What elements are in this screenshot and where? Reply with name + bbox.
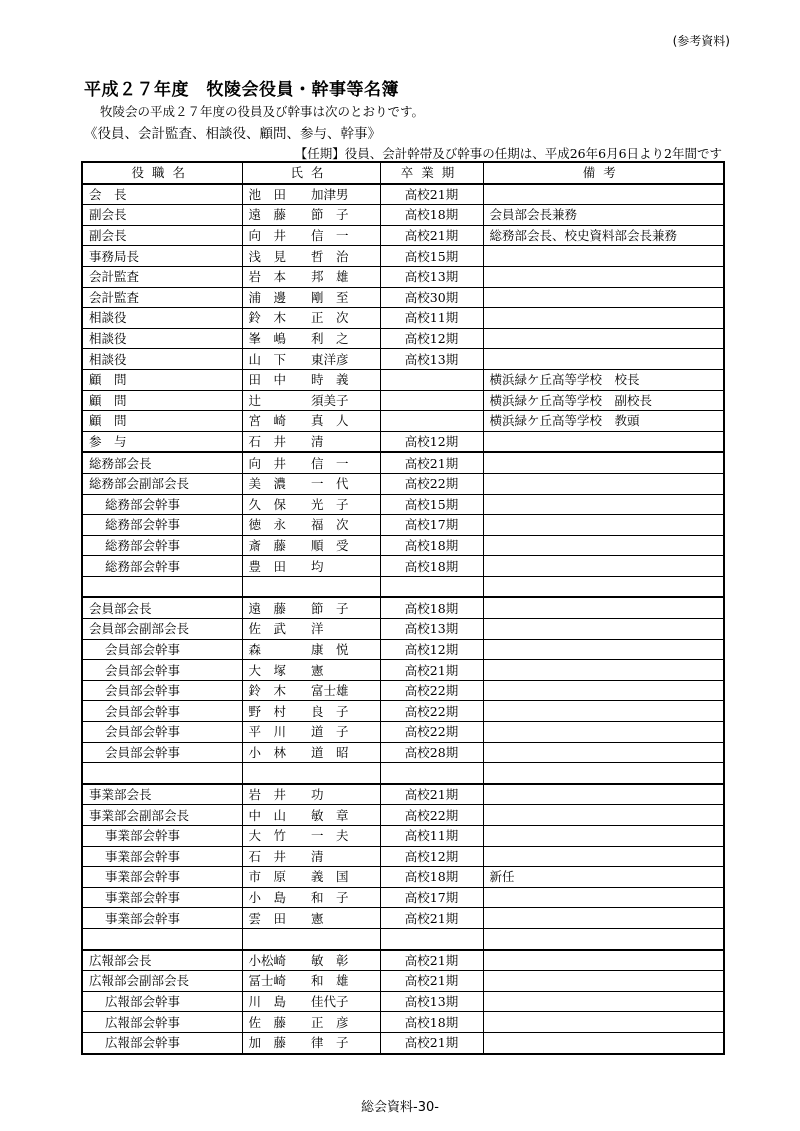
cell-role: 副会長: [82, 225, 242, 246]
cell-name: 佐 藤 正 彦: [242, 1012, 380, 1033]
cell-remarks: 横浜緑ケ丘高等学校 副校長: [483, 390, 724, 411]
cell-role: 総務部会長: [82, 452, 242, 473]
cell-graduation: 高校21期: [380, 225, 483, 246]
cell-graduation: 高校12期: [380, 328, 483, 349]
cell-remarks: 会員部会長兼務: [483, 205, 724, 226]
cell-remarks: [483, 515, 724, 536]
cell-name: 小 島 和 子: [242, 887, 380, 908]
table-row: [82, 784, 724, 805]
table-row: [82, 763, 724, 784]
cell-graduation: 高校12期: [380, 639, 483, 660]
table-row: [82, 184, 724, 205]
cell-graduation: 高校13期: [380, 349, 483, 370]
intro-text: 牧陵会の平成２７年度の役員及び幹事は次のとおりです。: [100, 104, 425, 119]
cell-name: 宮 崎 真 人: [242, 411, 380, 432]
table-row: [82, 887, 724, 908]
cell-graduation: 高校22期: [380, 701, 483, 722]
table-row: [82, 722, 724, 743]
roster-table: [81, 161, 725, 1055]
cell-remarks: [483, 742, 724, 763]
cell-role: 会員部会幹事: [82, 742, 242, 763]
cell-remarks: [483, 680, 724, 701]
table-row: [82, 619, 724, 640]
cell-name: 池 田 加津男: [242, 184, 380, 205]
cell-role: 事務局長: [82, 246, 242, 267]
table-row: [82, 680, 724, 701]
cell-graduation: 高校21期: [380, 971, 483, 992]
cell-remarks: [483, 452, 724, 473]
cell-remarks: [483, 1012, 724, 1033]
cell-graduation: 高校21期: [380, 452, 483, 473]
cell-name: 小松崎 敏 彰: [242, 950, 380, 971]
table-row: [82, 908, 724, 929]
cell-role: 総務部会幹事: [82, 556, 242, 577]
cell-graduation: 高校21期: [380, 908, 483, 929]
table-row: [82, 473, 724, 494]
cell-role: 顧 問: [82, 369, 242, 390]
cell-role: 広報部会幹事: [82, 1032, 242, 1053]
cell-name: 大 塚 憲: [242, 660, 380, 681]
table-row: [82, 266, 724, 287]
cell-remarks: [483, 1032, 724, 1053]
cell-name: 雲 田 憲: [242, 908, 380, 929]
cell-role: 総務部会幹事: [82, 515, 242, 536]
cell-role: 広報部会幹事: [82, 991, 242, 1012]
cell-remarks: [483, 473, 724, 494]
cell-graduation: 高校17期: [380, 515, 483, 536]
cell-graduation: 高校21期: [380, 1032, 483, 1053]
cell-remarks: [483, 950, 724, 971]
cell-graduation: 高校12期: [380, 431, 483, 452]
cell-name: 山 下 東洋彦: [242, 349, 380, 370]
cell-role: 事業部会幹事: [82, 908, 242, 929]
table-row: [82, 369, 724, 390]
table-row: [82, 742, 724, 763]
cell-remarks: [483, 328, 724, 349]
cell-remarks: [483, 826, 724, 847]
cell-role: 総務部会幹事: [82, 494, 242, 515]
cell-graduation: 高校15期: [380, 494, 483, 515]
header-role: 役職名: [82, 162, 242, 184]
cell-name: 遠 藤 節 子: [242, 205, 380, 226]
cell-role: 事業部会幹事: [82, 867, 242, 888]
cell-role: 事業部会幹事: [82, 887, 242, 908]
header-name: 氏名: [242, 162, 380, 184]
cell-name: 石 井 清: [242, 431, 380, 452]
cell-remarks: [483, 763, 724, 784]
cell-name: 大 竹 一 夫: [242, 826, 380, 847]
table-row: [82, 971, 724, 992]
table-row: [82, 867, 724, 888]
cell-graduation: 高校21期: [380, 660, 483, 681]
cell-role: 広報部会副部会長: [82, 971, 242, 992]
cell-graduation: 高校30期: [380, 287, 483, 308]
cell-name: 豊 田 均: [242, 556, 380, 577]
table-row: [82, 660, 724, 681]
cell-role: 参 与: [82, 431, 242, 452]
cell-remarks: [483, 576, 724, 597]
cell-role: 広報部会幹事: [82, 1012, 242, 1033]
cell-name: 鈴 木 正 次: [242, 308, 380, 329]
table-row: [82, 805, 724, 826]
cell-name: 遠 藤 節 子: [242, 597, 380, 618]
cell-graduation: 高校13期: [380, 619, 483, 640]
cell-name: 加 藤 律 子: [242, 1032, 380, 1053]
cell-graduation: [380, 763, 483, 784]
cell-name: 美 濃 一 代: [242, 473, 380, 494]
cell-graduation: 高校11期: [380, 308, 483, 329]
cell-remarks: [483, 349, 724, 370]
cell-remarks: [483, 308, 724, 329]
cell-remarks: [483, 846, 724, 867]
table-row: [82, 328, 724, 349]
cell-remarks: [483, 701, 724, 722]
cell-name: 徳 永 福 次: [242, 515, 380, 536]
table-row: [82, 950, 724, 971]
cell-role: 相談役: [82, 349, 242, 370]
cell-remarks: [483, 184, 724, 205]
table-row: [82, 411, 724, 432]
cell-name: 平 川 道 子: [242, 722, 380, 743]
table-row: [82, 826, 724, 847]
cell-remarks: [483, 660, 724, 681]
cell-role: 総務部会幹事: [82, 535, 242, 556]
table-row: [82, 701, 724, 722]
table-row: [82, 390, 724, 411]
cell-role: 副会長: [82, 205, 242, 226]
cell-remarks: [483, 908, 724, 929]
cell-graduation: [380, 411, 483, 432]
cell-graduation: [380, 928, 483, 949]
cell-name: 石 井 清: [242, 846, 380, 867]
cell-name: 小 林 道 昭: [242, 742, 380, 763]
cell-remarks: [483, 431, 724, 452]
page-title: 平成２７年度 牧陵会役員・幹事等名簿: [84, 80, 399, 100]
cell-role: 事業部会幹事: [82, 826, 242, 847]
cell-role: 相談役: [82, 308, 242, 329]
cell-remarks: [483, 535, 724, 556]
cell-name: 久 保 光 子: [242, 494, 380, 515]
cell-role: 事業部会長: [82, 784, 242, 805]
cell-name: [242, 928, 380, 949]
cell-remarks: [483, 991, 724, 1012]
cell-role: 会員部会副部会長: [82, 619, 242, 640]
table-row: [82, 515, 724, 536]
cell-graduation: 高校18期: [380, 556, 483, 577]
table-row: [82, 846, 724, 867]
page-footer: 総会資料-30-: [361, 1100, 439, 1115]
cell-role: 会員部会幹事: [82, 722, 242, 743]
cell-remarks: [483, 928, 724, 949]
table-row: [82, 556, 724, 577]
cell-remarks: [483, 619, 724, 640]
table-row: [82, 1012, 724, 1033]
table-row: [82, 431, 724, 452]
term-note: 【任期】役員、会計幹帯及び幹事の任期は、平成26年6月6日より2年間です: [294, 146, 722, 161]
table-row: [82, 452, 724, 473]
table-row: [82, 225, 724, 246]
cell-graduation: 高校21期: [380, 950, 483, 971]
cell-graduation: [380, 369, 483, 390]
cell-role: 会計監査: [82, 287, 242, 308]
table-row: [82, 576, 724, 597]
cell-graduation: 高校18期: [380, 1012, 483, 1033]
cell-graduation: 高校13期: [380, 991, 483, 1012]
header-graduation: 卒業期: [380, 162, 483, 184]
cell-name: 野 村 良 子: [242, 701, 380, 722]
cell-graduation: [380, 390, 483, 411]
table-row: [82, 597, 724, 618]
cell-graduation: 高校18期: [380, 597, 483, 618]
cell-graduation: 高校18期: [380, 867, 483, 888]
cell-name: 斎 藤 順 受: [242, 535, 380, 556]
cell-name: 田 中 時 義: [242, 369, 380, 390]
cell-remarks: [483, 784, 724, 805]
cell-name: 浅 見 哲 治: [242, 246, 380, 267]
table-header-row: [82, 162, 724, 184]
cell-remarks: [483, 556, 724, 577]
cell-graduation: 高校22期: [380, 680, 483, 701]
table-row: [82, 928, 724, 949]
cell-name: 岩 本 邦 雄: [242, 266, 380, 287]
reference-label: (参考資料): [672, 34, 730, 48]
table-row: [82, 991, 724, 1012]
table-row: [82, 205, 724, 226]
cell-graduation: 高校18期: [380, 535, 483, 556]
header-remarks: 備考: [483, 162, 724, 184]
cell-remarks: [483, 805, 724, 826]
cell-graduation: 高校12期: [380, 846, 483, 867]
cell-name: 市 原 義 国: [242, 867, 380, 888]
cell-graduation: 高校18期: [380, 205, 483, 226]
cell-name: 峯 嶋 利 之: [242, 328, 380, 349]
cell-remarks: [483, 246, 724, 267]
cell-graduation: 高校28期: [380, 742, 483, 763]
cell-role: 会員部会幹事: [82, 701, 242, 722]
cell-role: 相談役: [82, 328, 242, 349]
cell-name: 向 井 信 一: [242, 452, 380, 473]
cell-role: 会員部会幹事: [82, 660, 242, 681]
cell-name: 川 島 佳代子: [242, 991, 380, 1012]
table-row: [82, 535, 724, 556]
cell-role: 会員部会幹事: [82, 680, 242, 701]
table-row: [82, 287, 724, 308]
cell-name: 冨士崎 和 雄: [242, 971, 380, 992]
cell-role: [82, 928, 242, 949]
cell-name: [242, 576, 380, 597]
cell-graduation: 高校15期: [380, 246, 483, 267]
cell-remarks: [483, 494, 724, 515]
cell-role: 顧 問: [82, 411, 242, 432]
cell-role: 会 長: [82, 184, 242, 205]
cell-graduation: 高校22期: [380, 473, 483, 494]
cell-role: 会計監査: [82, 266, 242, 287]
cell-name: 森 康 悦: [242, 639, 380, 660]
table-row: [82, 1032, 724, 1053]
cell-remarks: 横浜緑ケ丘高等学校 教頭: [483, 411, 724, 432]
cell-role: 事業部会幹事: [82, 846, 242, 867]
cell-graduation: 高校17期: [380, 887, 483, 908]
cell-remarks: [483, 971, 724, 992]
roster-body: [82, 184, 724, 1054]
cell-role: 会員部会長: [82, 597, 242, 618]
cell-name: 向 井 信 一: [242, 225, 380, 246]
cell-role: 顧 問: [82, 390, 242, 411]
cell-role: 事業部会副部会長: [82, 805, 242, 826]
cell-remarks: [483, 597, 724, 618]
cell-name: 佐 武 洋: [242, 619, 380, 640]
table-row: [82, 308, 724, 329]
cell-role: 会員部会幹事: [82, 639, 242, 660]
cell-remarks: 新任: [483, 867, 724, 888]
cell-name: 鈴 木 富士雄: [242, 680, 380, 701]
cell-name: 岩 井 功: [242, 784, 380, 805]
cell-remarks: [483, 722, 724, 743]
cell-role: [82, 576, 242, 597]
cell-name: 辻 須美子: [242, 390, 380, 411]
cell-role: 総務部会副部会長: [82, 473, 242, 494]
cell-name: 中 山 敏 章: [242, 805, 380, 826]
cell-role: 広報部会長: [82, 950, 242, 971]
cell-name: 浦 邊 剛 至: [242, 287, 380, 308]
table-row: [82, 494, 724, 515]
cell-remarks: [483, 287, 724, 308]
cell-name: [242, 763, 380, 784]
cell-remarks: [483, 266, 724, 287]
cell-role: [82, 763, 242, 784]
cell-graduation: 高校21期: [380, 184, 483, 205]
table-row: [82, 639, 724, 660]
category-list: 《役員、会計監査、相談役、顧問、参与、幹事》: [84, 126, 381, 142]
cell-remarks: 横浜緑ケ丘高等学校 校長: [483, 369, 724, 390]
cell-graduation: 高校21期: [380, 784, 483, 805]
cell-remarks: [483, 639, 724, 660]
cell-remarks: [483, 887, 724, 908]
cell-graduation: [380, 576, 483, 597]
cell-graduation: 高校11期: [380, 826, 483, 847]
cell-graduation: 高校13期: [380, 266, 483, 287]
cell-graduation: 高校22期: [380, 805, 483, 826]
cell-graduation: 高校22期: [380, 722, 483, 743]
table-row: [82, 349, 724, 370]
cell-remarks: 総務部会長、校史資料部会長兼務: [483, 225, 724, 246]
table-row: [82, 246, 724, 267]
